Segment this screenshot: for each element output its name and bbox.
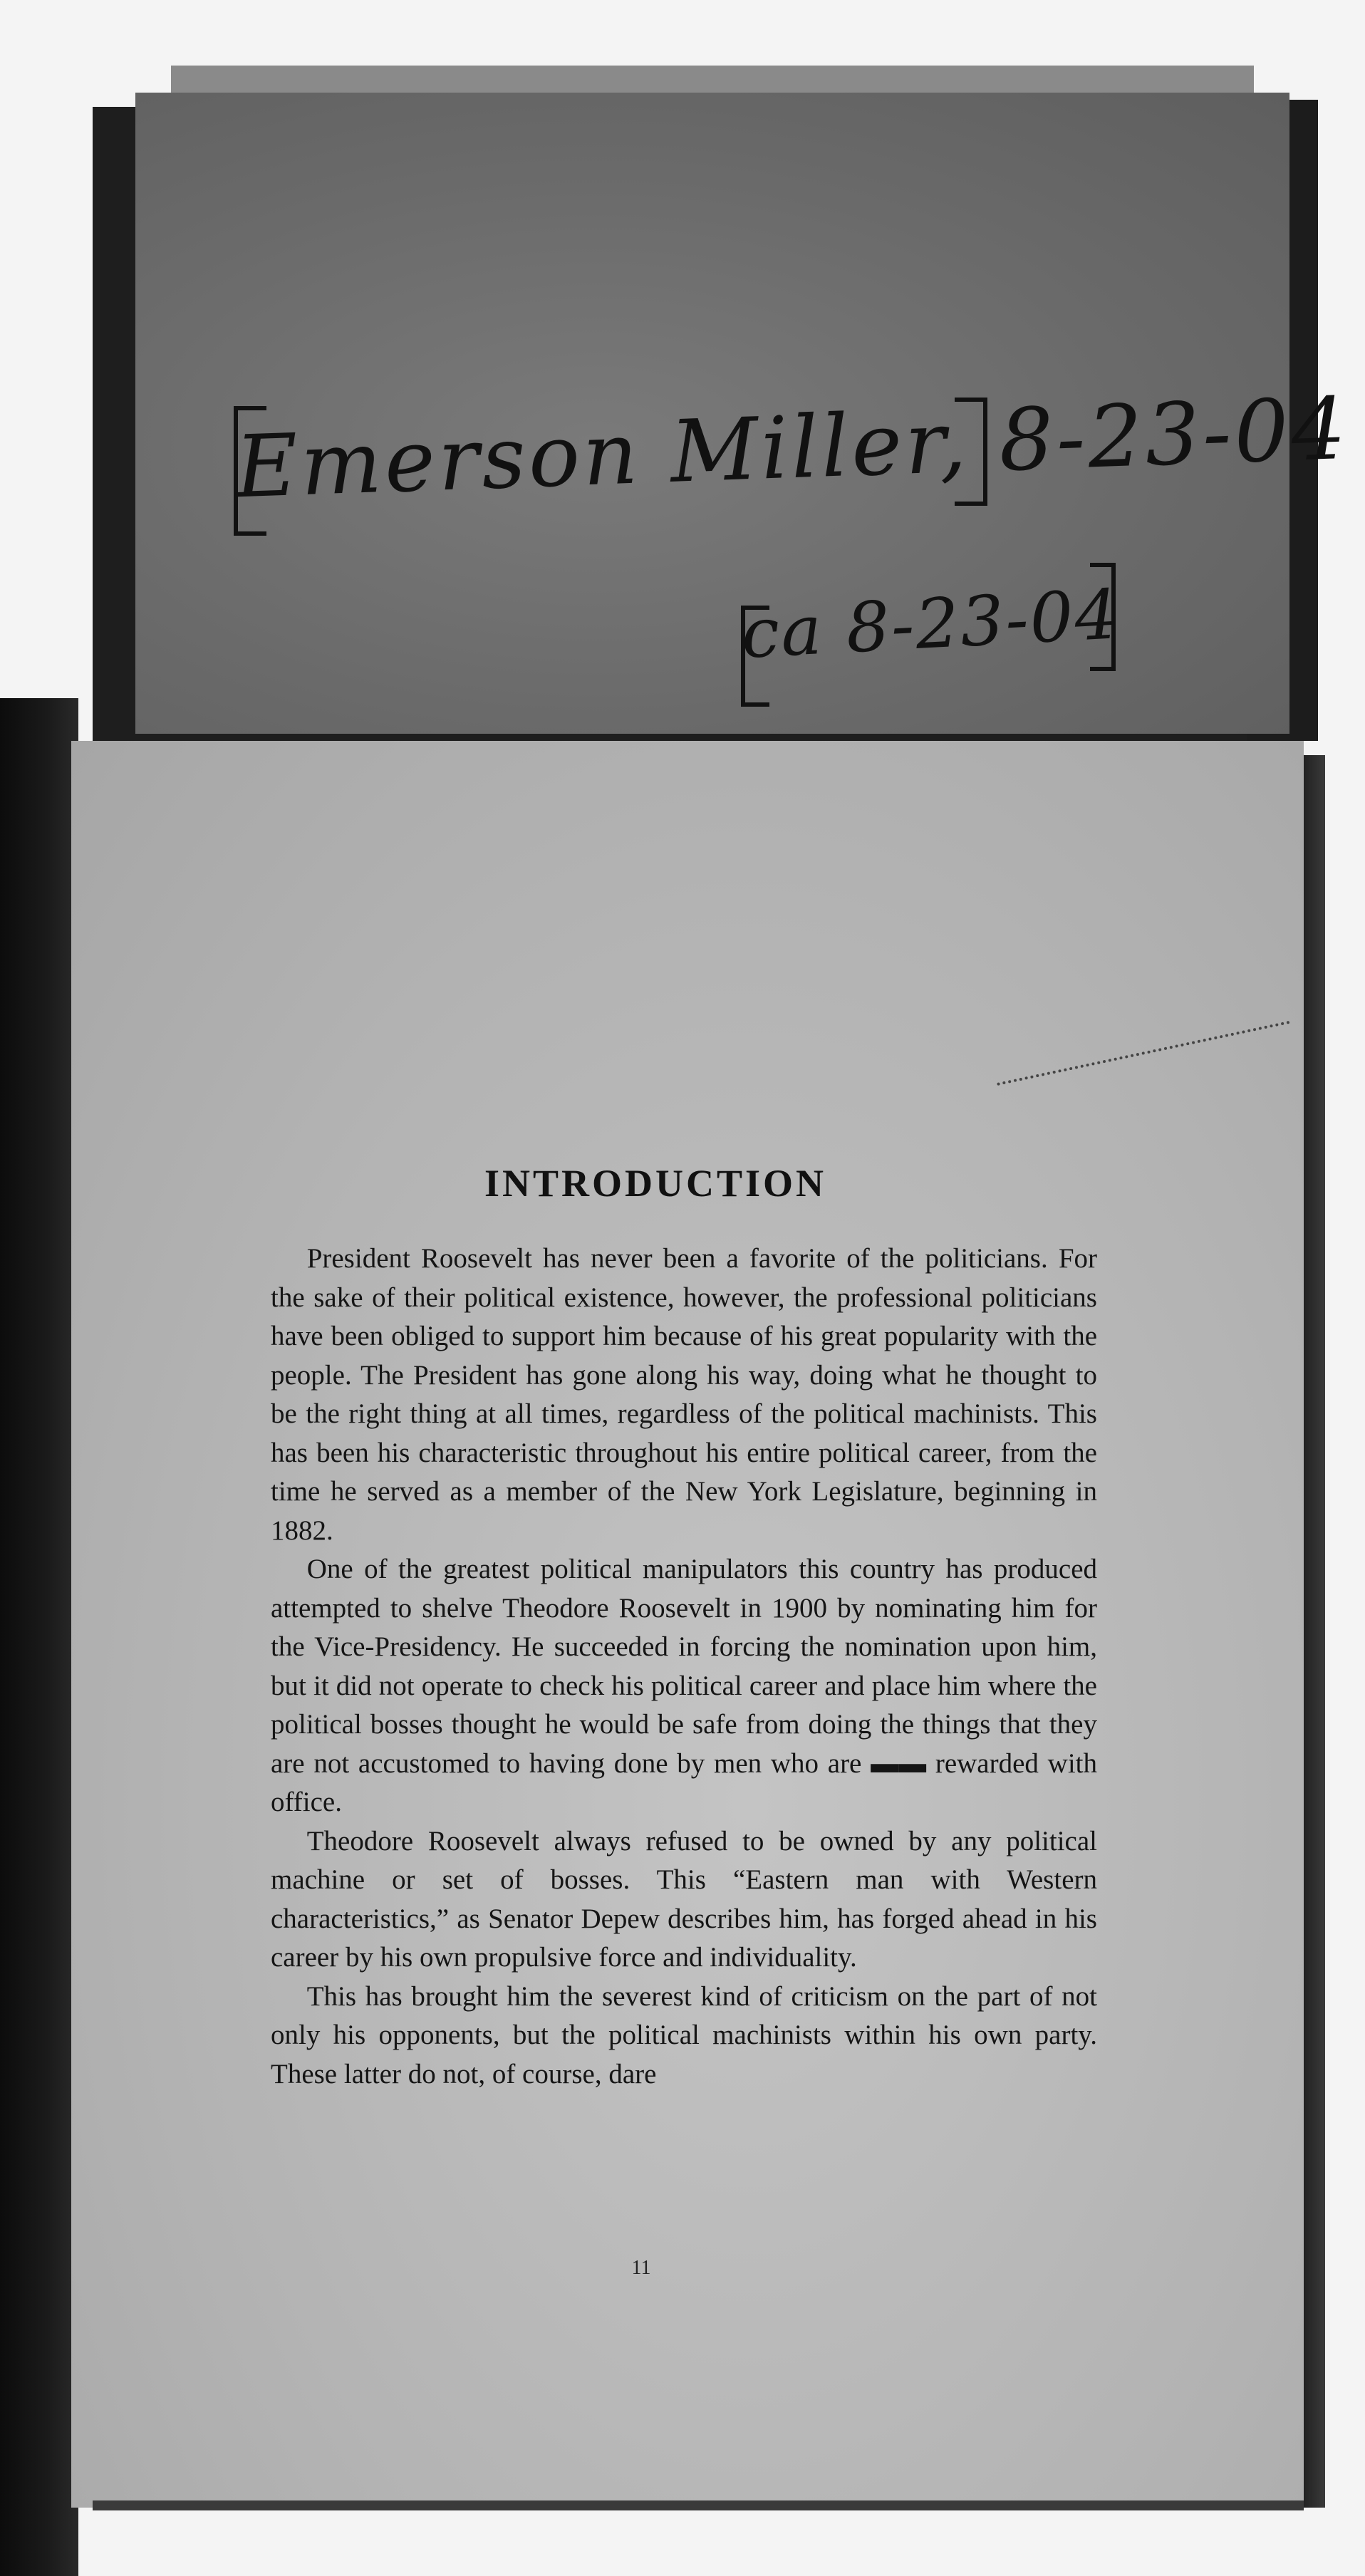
paragraph-4: This has brought him the severest kind of criticism on the part of not only his opponents, but the political machinists within his own party. These latter do not, of course, dare bbox=[271, 1980, 1097, 2089]
body-text bbox=[271, 1240, 1097, 2094]
page-number: 11 bbox=[631, 2257, 651, 2279]
page-title: INTRODUCTION bbox=[484, 1162, 827, 1205]
bracket-close-2 bbox=[1090, 563, 1116, 671]
page-bottom-edge bbox=[93, 2500, 1304, 2510]
paragraph-2: One of the greatest political manipulators this country has produced attempted to shelve Theodore Roosevelt in 1900 by nominating him for the Vice-Presidency. He succeeded in forcing the nomination upon him, but it did not operate to check his political career and place him where the political bosses thought he would be safe from doing the things that they are not accustomed to having done by men who are ▬▬ rewarded with office. bbox=[271, 1554, 1097, 1817]
paragraph-1: President Roosevelt has never been a favorite of the politicians. For the sake of their political existence, however, the professional politicians have been obliged to support him because of his great popularity with the people. The President has gone along his way, doing what he thought to be the right thing at all times, regardless of the political machinists. This has been his characteristic throughout his entire political career, from the time he served as a member of the New York Legislature, beginning in 1882. bbox=[271, 1243, 1097, 1546]
paragraph-3: Theodore Roosevelt always refused to be owned by any political machine or set of bosses. This “Eastern man with Western characteristics,” as Senator Depew describes him, has forged ahead in his career by his own propulsive force and individuality. bbox=[271, 1825, 1097, 1973]
left-shadow bbox=[0, 698, 78, 2576]
bracket-close-1 bbox=[955, 398, 987, 506]
handwritten-note-2: ca 8-23-04 bbox=[739, 574, 1122, 674]
handwritten-note-1: Emerson Miller, 8-23-04 bbox=[234, 379, 1351, 518]
